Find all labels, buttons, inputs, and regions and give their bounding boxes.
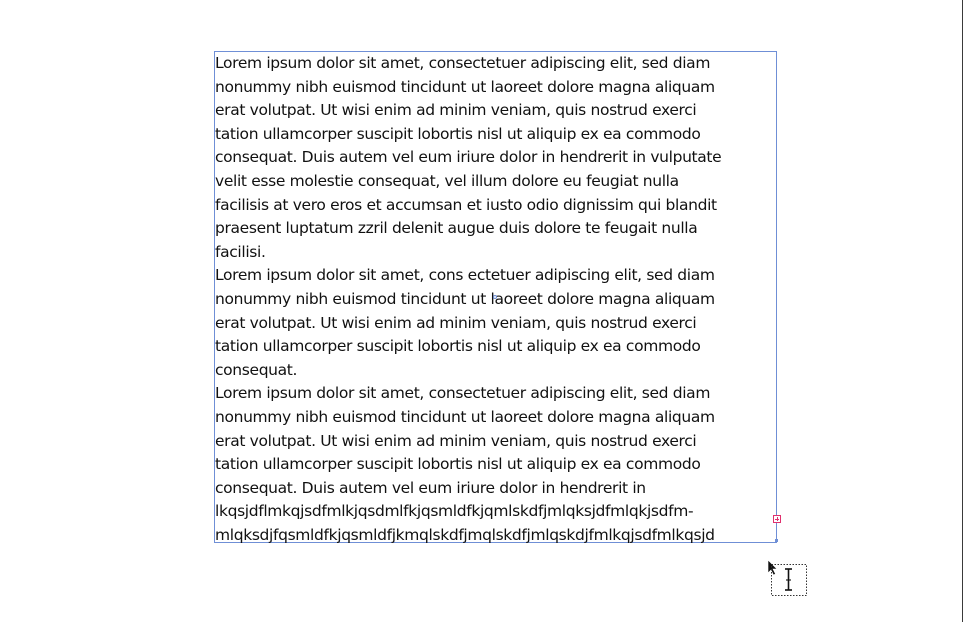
- text-line: erat volutpat. Ut wisi enim ad minim veniam, quis nostrud exerci: [215, 313, 697, 332]
- text-line: velit esse molestie consequat, vel illum dolore eu feugiat nulla: [215, 171, 679, 190]
- text-line: nonummy nibh euismod tincidunt ut laoreet dolore magna aliquam: [215, 407, 715, 426]
- text-line: nonummy nibh euismod tincidunt ut laoreet dolore magna aliquam: [215, 77, 715, 96]
- frame-text[interactable]: [215, 52, 785, 547]
- text-line: tation ullamcorper suscipit lobortis nisl ut aliquip ex ea commodo: [215, 337, 701, 356]
- text-line: tation ullamcorper suscipit lobortis nisl ut aliquip ex ea commodo: [215, 124, 701, 143]
- text-line: praesent luptatum zzril delenit augue duis dolore te feugait nulla: [215, 219, 698, 238]
- text-line: facilisis at vero eros et accumsan et iusto odio dignissim qui blandit: [215, 195, 717, 214]
- text-line: consequat. Duis autem vel eum iriure dolor in hendrerit in vulputate: [215, 148, 722, 167]
- text-line: Lorem ipsum dolor sit amet, consectetuer adipiscing elit, sed diam: [215, 384, 711, 403]
- text-line: Lorem ipsum dolor sit amet, consectetuer adipiscing elit, sed diam: [215, 54, 711, 72]
- text-line: facilisi.: [215, 242, 266, 261]
- frame-corner-handle[interactable]: [775, 539, 778, 542]
- overset-plus-icon[interactable]: [773, 515, 781, 523]
- text-line: consequat.: [215, 360, 298, 379]
- text-line: Lorem ipsum dolor sit amet, cons ectetuer adipiscing elit, sed diam: [215, 266, 715, 285]
- place-text-cursor-icon: [765, 558, 811, 600]
- page-edge: [962, 0, 963, 622]
- text-line: lkqsjdflmkqjsdfmlkjqsdmlfkjqsmldfkjqmlskdfjmlqksjdfmlqkjsdfm-: [215, 502, 694, 521]
- text-line: erat volutpat. Ut wisi enim ad minim veniam, quis nostrud exerci: [215, 101, 697, 120]
- text-line: consequat. Duis autem vel eum iriure dolor in hendrerit in: [215, 478, 646, 497]
- text-line: erat volutpat. Ut wisi enim ad minim veniam, quis nostrud exerci: [215, 431, 697, 450]
- text-anchor-icon: [493, 295, 497, 299]
- text-line: mlqksdjfqsmldfkjqsmldfjkmqlskdfjmqlskdfjmlqskdjfmlkqjsdfmlkqsjd: [215, 525, 715, 544]
- text-line: nonummy nibh euismod tincidunt ut laoreet dolore magna aliquam: [215, 289, 715, 308]
- text-line: tation ullamcorper suscipit lobortis nisl ut aliquip ex ea commodo: [215, 455, 701, 474]
